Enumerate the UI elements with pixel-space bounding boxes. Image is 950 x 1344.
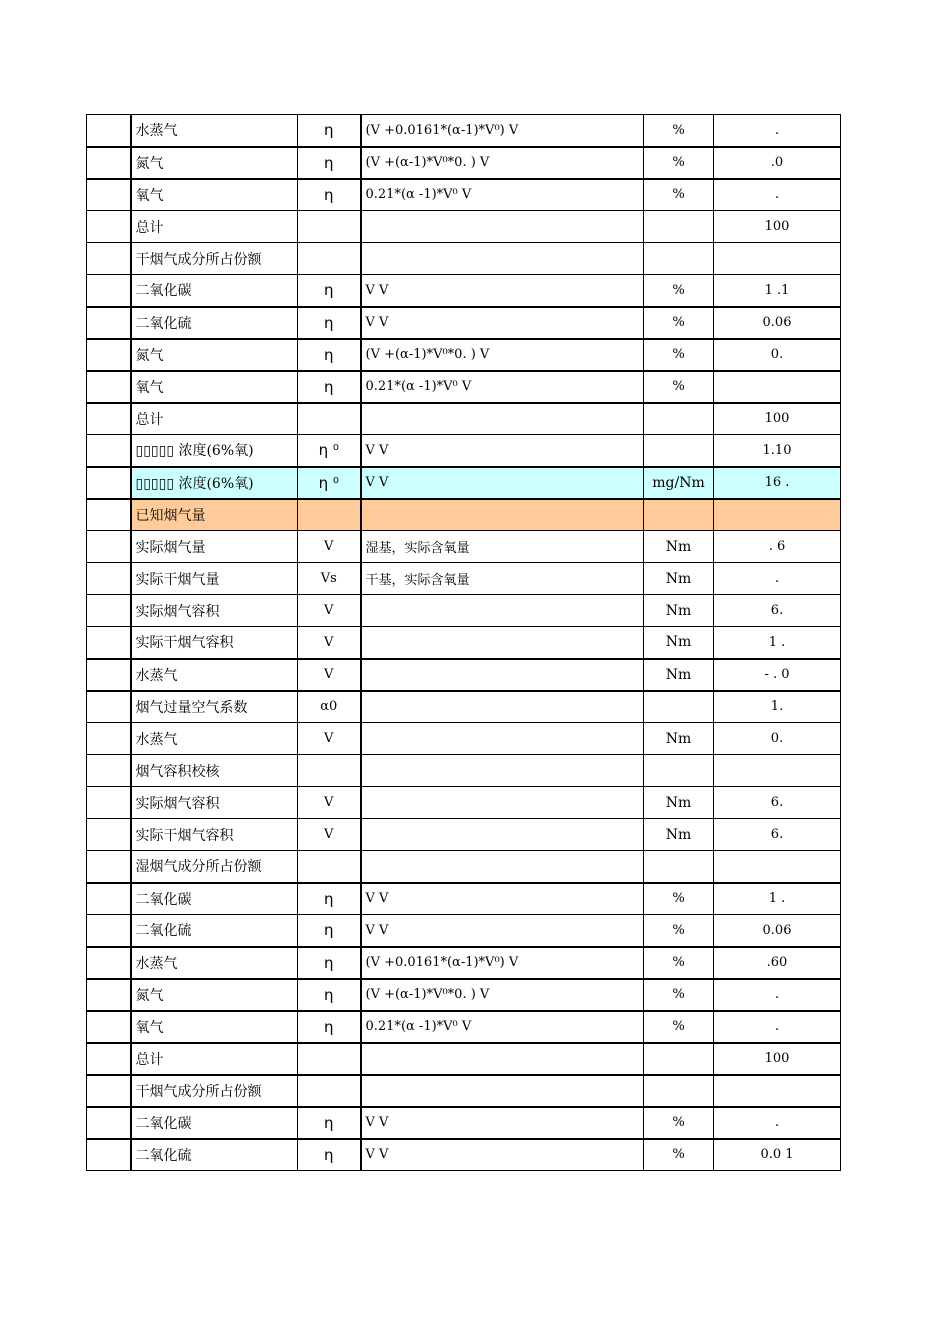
row-index-cell[interactable] bbox=[87, 1107, 131, 1139]
formula-cell[interactable]: V V bbox=[361, 467, 644, 499]
value-cell[interactable]: 100 bbox=[714, 211, 841, 243]
item-name-cell[interactable]: 氧气 bbox=[131, 371, 298, 403]
row-index-cell[interactable] bbox=[87, 851, 131, 883]
item-name-cell[interactable]: 总计 bbox=[131, 211, 298, 243]
formula-cell[interactable]: V V bbox=[361, 1107, 644, 1139]
value-cell[interactable]: 100 bbox=[714, 1043, 841, 1075]
unit-cell[interactable]: % bbox=[644, 979, 714, 1011]
symbol-cell[interactable]: V bbox=[298, 627, 361, 659]
row-index-cell[interactable] bbox=[87, 659, 131, 691]
table-row bbox=[87, 659, 841, 691]
unit-cell[interactable]: % bbox=[644, 115, 714, 147]
formula-cell[interactable]: 湿基，实际含氧量 bbox=[361, 531, 644, 563]
unit-cell[interactable] bbox=[644, 1043, 714, 1075]
value-cell[interactable]: 0.06 bbox=[714, 307, 841, 339]
row-index-cell[interactable] bbox=[87, 371, 131, 403]
value-cell[interactable]: 1. bbox=[714, 691, 841, 723]
row-index-cell[interactable] bbox=[87, 755, 131, 787]
value-cell[interactable]: 6. bbox=[714, 787, 841, 819]
unit-cell[interactable] bbox=[644, 403, 714, 435]
row-index-cell[interactable] bbox=[87, 211, 131, 243]
table-row bbox=[87, 179, 841, 211]
value-cell[interactable] bbox=[714, 851, 841, 883]
item-name-cell[interactable]: 氧气 bbox=[131, 1011, 298, 1043]
value-cell[interactable]: 6. bbox=[714, 819, 841, 851]
value-cell[interactable]: . bbox=[714, 979, 841, 1011]
symbol-cell[interactable] bbox=[298, 499, 361, 531]
item-name-cell[interactable]: 烟气容积校核 bbox=[131, 755, 298, 787]
symbol-cell[interactable]: η bbox=[298, 147, 361, 179]
table-row bbox=[87, 243, 841, 275]
unit-cell[interactable] bbox=[644, 755, 714, 787]
formula-cell[interactable]: V V bbox=[361, 883, 644, 915]
formula-cell[interactable]: 干基，实际含氧量 bbox=[361, 563, 644, 595]
table-row bbox=[87, 1011, 841, 1043]
row-index-cell[interactable] bbox=[87, 435, 131, 467]
item-name-cell[interactable]: 二氧化碳 bbox=[131, 883, 298, 915]
row-index-cell[interactable] bbox=[87, 179, 131, 211]
value-cell[interactable]: - . 0 bbox=[714, 659, 841, 691]
formula-cell[interactable]: (V +0.0161*(α-1)*V⁰) V bbox=[361, 115, 644, 147]
symbol-cell[interactable]: η bbox=[298, 947, 361, 979]
symbol-cell[interactable]: η bbox=[298, 115, 361, 147]
symbol-cell[interactable]: V bbox=[298, 595, 361, 627]
symbol-cell[interactable]: η bbox=[298, 1011, 361, 1043]
unit-cell[interactable]: Nm bbox=[644, 595, 714, 627]
symbol-cell[interactable]: η bbox=[298, 339, 361, 371]
symbol-cell[interactable]: η bbox=[298, 883, 361, 915]
unit-cell[interactable]: % bbox=[644, 179, 714, 211]
item-name-cell[interactable]: 总计 bbox=[131, 403, 298, 435]
row-index-cell[interactable] bbox=[87, 883, 131, 915]
table-row bbox=[87, 467, 841, 499]
unit-cell[interactable]: Nm bbox=[644, 659, 714, 691]
table-row bbox=[87, 627, 841, 659]
unit-cell[interactable]: % bbox=[644, 947, 714, 979]
symbol-cell[interactable] bbox=[298, 211, 361, 243]
item-name-cell[interactable]: 烟气过量空气系数 bbox=[131, 691, 298, 723]
table-row bbox=[87, 691, 841, 723]
value-cell[interactable]: . 6 bbox=[714, 531, 841, 563]
unit-cell[interactable] bbox=[644, 243, 714, 275]
unit-cell[interactable] bbox=[644, 499, 714, 531]
formula-cell[interactable]: V V bbox=[361, 915, 644, 947]
table-row bbox=[87, 307, 841, 339]
value-cell[interactable]: 100 bbox=[714, 403, 841, 435]
item-name-cell[interactable]: 水蒸气 bbox=[131, 659, 298, 691]
unit-cell[interactable]: % bbox=[644, 883, 714, 915]
item-name-cell[interactable]: 氧气 bbox=[131, 179, 298, 211]
unit-cell[interactable]: Nm bbox=[644, 531, 714, 563]
formula-cell[interactable] bbox=[361, 691, 644, 723]
symbol-cell[interactable]: V bbox=[298, 659, 361, 691]
item-name-cell[interactable]: 实际烟气容积 bbox=[131, 787, 298, 819]
value-cell[interactable]: 1 . bbox=[714, 883, 841, 915]
table-row bbox=[87, 851, 841, 883]
formula-cell[interactable] bbox=[361, 211, 644, 243]
value-cell[interactable]: 0. bbox=[714, 339, 841, 371]
formula-cell[interactable]: (V +(α-1)*V⁰*0. ) V bbox=[361, 339, 644, 371]
row-index-cell[interactable] bbox=[87, 243, 131, 275]
table-row bbox=[87, 435, 841, 467]
symbol-cell[interactable] bbox=[298, 851, 361, 883]
unit-cell[interactable] bbox=[644, 211, 714, 243]
symbol-cell[interactable]: η bbox=[298, 915, 361, 947]
formula-cell[interactable] bbox=[361, 659, 644, 691]
symbol-cell[interactable]: η ⁰ bbox=[298, 435, 361, 467]
table-row bbox=[87, 147, 841, 179]
value-cell[interactable] bbox=[714, 371, 841, 403]
table-row bbox=[87, 723, 841, 755]
item-name-cell[interactable]: 氮气 bbox=[131, 147, 298, 179]
formula-cell[interactable] bbox=[361, 1043, 644, 1075]
formula-cell[interactable] bbox=[361, 595, 644, 627]
unit-cell[interactable]: % bbox=[644, 275, 714, 307]
symbol-cell[interactable]: η bbox=[298, 1139, 361, 1171]
unit-cell[interactable]: % bbox=[644, 915, 714, 947]
item-name-cell[interactable]: 总计 bbox=[131, 1043, 298, 1075]
table-row bbox=[87, 1075, 841, 1107]
unit-cell[interactable]: % bbox=[644, 307, 714, 339]
symbol-cell[interactable]: η ⁰ bbox=[298, 467, 361, 499]
value-cell[interactable]: 1 . bbox=[714, 627, 841, 659]
table-row bbox=[87, 1107, 841, 1139]
formula-cell[interactable]: 0.21*(α -1)*V⁰ V bbox=[361, 179, 644, 211]
item-name-cell[interactable]: 实际干烟气量 bbox=[131, 563, 298, 595]
value-cell[interactable] bbox=[714, 755, 841, 787]
unit-cell[interactable] bbox=[644, 851, 714, 883]
row-index-cell[interactable] bbox=[87, 947, 131, 979]
table-row bbox=[87, 595, 841, 627]
table-row bbox=[87, 531, 841, 563]
item-name-cell[interactable]: 已知烟气量 bbox=[131, 499, 298, 531]
row-index-cell[interactable] bbox=[87, 1043, 131, 1075]
symbol-cell[interactable]: V bbox=[298, 819, 361, 851]
row-index-cell[interactable] bbox=[87, 467, 131, 499]
value-cell[interactable]: 0.0 1 bbox=[714, 1139, 841, 1171]
table-row bbox=[87, 979, 841, 1011]
item-name-cell[interactable]: 实际烟气容积 bbox=[131, 595, 298, 627]
item-name-cell[interactable]: 水蒸气 bbox=[131, 947, 298, 979]
symbol-cell[interactable] bbox=[298, 243, 361, 275]
row-index-cell[interactable] bbox=[87, 595, 131, 627]
value-cell[interactable]: . bbox=[714, 1011, 841, 1043]
table-row bbox=[87, 1043, 841, 1075]
value-cell[interactable] bbox=[714, 1075, 841, 1107]
symbol-cell[interactable]: V bbox=[298, 531, 361, 563]
value-cell[interactable]: . bbox=[714, 563, 841, 595]
item-name-cell[interactable]: 干烟气成分所占份额 bbox=[131, 243, 298, 275]
row-index-cell[interactable] bbox=[87, 115, 131, 147]
symbol-cell[interactable]: V bbox=[298, 723, 361, 755]
table-row bbox=[87, 115, 841, 147]
table-row bbox=[87, 499, 841, 531]
symbol-cell[interactable] bbox=[298, 755, 361, 787]
calculation-table bbox=[86, 114, 841, 1171]
symbol-cell[interactable]: Vs bbox=[298, 563, 361, 595]
symbol-cell[interactable]: η bbox=[298, 307, 361, 339]
row-index-cell[interactable] bbox=[87, 531, 131, 563]
formula-cell[interactable]: (V +(α-1)*V⁰*0. ) V bbox=[361, 147, 644, 179]
unit-cell[interactable]: % bbox=[644, 147, 714, 179]
unit-cell[interactable]: Nm bbox=[644, 563, 714, 595]
row-index-cell[interactable] bbox=[87, 627, 131, 659]
formula-cell[interactable] bbox=[361, 403, 644, 435]
symbol-cell[interactable] bbox=[298, 1043, 361, 1075]
row-index-cell[interactable] bbox=[87, 723, 131, 755]
unit-cell[interactable]: % bbox=[644, 1011, 714, 1043]
unit-cell[interactable]: Nm bbox=[644, 723, 714, 755]
unit-cell[interactable]: % bbox=[644, 1139, 714, 1171]
item-name-cell[interactable]: 二氧化硫 bbox=[131, 915, 298, 947]
unit-cell[interactable]: % bbox=[644, 371, 714, 403]
item-name-cell[interactable]: 二氧化碳 bbox=[131, 1107, 298, 1139]
table-body bbox=[87, 115, 841, 1171]
unit-cell[interactable] bbox=[644, 691, 714, 723]
row-index-cell[interactable] bbox=[87, 307, 131, 339]
item-name-cell[interactable]: 二氧化硫 bbox=[131, 307, 298, 339]
value-cell[interactable] bbox=[714, 243, 841, 275]
table-row bbox=[87, 819, 841, 851]
symbol-cell[interactable]: η bbox=[298, 371, 361, 403]
value-cell[interactable]: 16 . bbox=[714, 467, 841, 499]
symbol-cell[interactable]: η bbox=[298, 275, 361, 307]
symbol-cell[interactable]: η bbox=[298, 979, 361, 1011]
item-name-cell[interactable]: ▯▯▯▯▯ 浓度(6%氧) bbox=[131, 435, 298, 467]
table-row bbox=[87, 883, 841, 915]
unit-cell[interactable]: Nm bbox=[644, 819, 714, 851]
formula-cell[interactable] bbox=[361, 787, 644, 819]
formula-cell[interactable]: 0.21*(α -1)*V⁰ V bbox=[361, 1011, 644, 1043]
row-index-cell[interactable] bbox=[87, 499, 131, 531]
value-cell[interactable]: 6. bbox=[714, 595, 841, 627]
row-index-cell[interactable] bbox=[87, 1139, 131, 1171]
row-index-cell[interactable] bbox=[87, 915, 131, 947]
table-row bbox=[87, 403, 841, 435]
row-index-cell[interactable] bbox=[87, 147, 131, 179]
item-name-cell[interactable]: 实际干烟气容积 bbox=[131, 627, 298, 659]
value-cell[interactable]: .0 bbox=[714, 147, 841, 179]
table-row bbox=[87, 275, 841, 307]
item-name-cell[interactable]: 实际烟气量 bbox=[131, 531, 298, 563]
item-name-cell[interactable]: 实际干烟气容积 bbox=[131, 819, 298, 851]
table-row bbox=[87, 339, 841, 371]
row-index-cell[interactable] bbox=[87, 787, 131, 819]
formula-cell[interactable]: V V bbox=[361, 307, 644, 339]
unit-cell[interactable] bbox=[644, 1075, 714, 1107]
table-row bbox=[87, 755, 841, 787]
table-row bbox=[87, 947, 841, 979]
formula-cell[interactable] bbox=[361, 819, 644, 851]
formula-cell[interactable] bbox=[361, 755, 644, 787]
unit-cell[interactable] bbox=[644, 435, 714, 467]
row-index-cell[interactable] bbox=[87, 691, 131, 723]
item-name-cell[interactable]: 二氧化硫 bbox=[131, 1139, 298, 1171]
value-cell[interactable]: 0. bbox=[714, 723, 841, 755]
formula-cell[interactable] bbox=[361, 243, 644, 275]
unit-cell[interactable]: mg/Nm bbox=[644, 467, 714, 499]
row-index-cell[interactable] bbox=[87, 819, 131, 851]
table-row bbox=[87, 787, 841, 819]
row-index-cell[interactable] bbox=[87, 563, 131, 595]
formula-cell[interactable]: V V bbox=[361, 1139, 644, 1171]
table-row bbox=[87, 1139, 841, 1171]
formula-cell[interactable] bbox=[361, 1075, 644, 1107]
symbol-cell[interactable]: α0 bbox=[298, 691, 361, 723]
table-row bbox=[87, 915, 841, 947]
value-cell[interactable]: . bbox=[714, 1107, 841, 1139]
item-name-cell[interactable]: ▯▯▯▯▯ 浓度(6%氧) bbox=[131, 467, 298, 499]
unit-cell[interactable]: Nm bbox=[644, 787, 714, 819]
symbol-cell[interactable]: η bbox=[298, 179, 361, 211]
item-name-cell[interactable]: 湿烟气成分所占份额 bbox=[131, 851, 298, 883]
table-row bbox=[87, 563, 841, 595]
row-index-cell[interactable] bbox=[87, 275, 131, 307]
formula-cell[interactable]: (V +(α-1)*V⁰*0. ) V bbox=[361, 979, 644, 1011]
symbol-cell[interactable] bbox=[298, 1075, 361, 1107]
table-row bbox=[87, 371, 841, 403]
value-cell[interactable]: 0.06 bbox=[714, 915, 841, 947]
value-cell[interactable]: . bbox=[714, 115, 841, 147]
value-cell[interactable]: .60 bbox=[714, 947, 841, 979]
item-name-cell[interactable]: 水蒸气 bbox=[131, 115, 298, 147]
value-cell[interactable] bbox=[714, 499, 841, 531]
table-row bbox=[87, 211, 841, 243]
row-index-cell[interactable] bbox=[87, 979, 131, 1011]
formula-cell[interactable] bbox=[361, 499, 644, 531]
formula-cell[interactable] bbox=[361, 851, 644, 883]
symbol-cell[interactable] bbox=[298, 403, 361, 435]
symbol-cell[interactable]: η bbox=[298, 1107, 361, 1139]
item-name-cell[interactable]: 氮气 bbox=[131, 339, 298, 371]
item-name-cell[interactable]: 氮气 bbox=[131, 979, 298, 1011]
formula-cell[interactable]: (V +0.0161*(α-1)*V⁰) V bbox=[361, 947, 644, 979]
row-index-cell[interactable] bbox=[87, 403, 131, 435]
symbol-cell[interactable]: V bbox=[298, 787, 361, 819]
value-cell[interactable]: 1.10 bbox=[714, 435, 841, 467]
value-cell[interactable]: 1 .1 bbox=[714, 275, 841, 307]
formula-cell[interactable]: V V bbox=[361, 275, 644, 307]
row-index-cell[interactable] bbox=[87, 1075, 131, 1107]
row-index-cell[interactable] bbox=[87, 1011, 131, 1043]
unit-cell[interactable]: % bbox=[644, 339, 714, 371]
formula-cell[interactable] bbox=[361, 723, 644, 755]
unit-cell[interactable]: Nm bbox=[644, 627, 714, 659]
formula-cell[interactable]: 0.21*(α -1)*V⁰ V bbox=[361, 371, 644, 403]
unit-cell[interactable]: % bbox=[644, 1107, 714, 1139]
item-name-cell[interactable]: 干烟气成分所占份额 bbox=[131, 1075, 298, 1107]
row-index-cell[interactable] bbox=[87, 339, 131, 371]
item-name-cell[interactable]: 水蒸气 bbox=[131, 723, 298, 755]
formula-cell[interactable] bbox=[361, 627, 644, 659]
formula-cell[interactable]: V V bbox=[361, 435, 644, 467]
item-name-cell[interactable]: 二氧化碳 bbox=[131, 275, 298, 307]
value-cell[interactable]: . bbox=[714, 179, 841, 211]
